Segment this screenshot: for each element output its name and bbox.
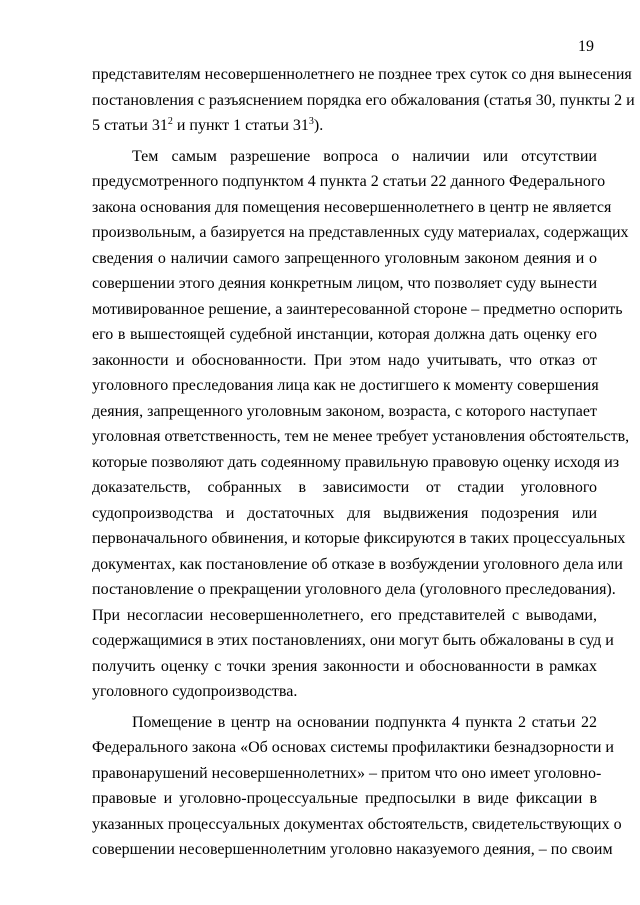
text-line: указанных процессуальных документах обстоятельств, свидетельствующих о — [92, 815, 622, 833]
text-line: Тем самым разрешение вопроса о наличии или отсутствии — [132, 147, 597, 165]
text-line: мотивированное решение, а заинтересованной стороне – предметно оспорить — [92, 300, 623, 318]
text-line: постановления с разъяснением порядка его обжалования (статья 30, пункты 2 и — [92, 91, 635, 109]
paragraph-carry-over — [92, 62, 635, 139]
text-line: представителям несовершеннолетнего не позднее трех суток со дня вынесения — [92, 66, 632, 83]
text-line: содержащимися в этих постановлениях, они могут быть обжалованы в суд и — [92, 632, 614, 649]
superscript: 3 — [308, 116, 314, 127]
paragraph-3 — [92, 710, 622, 863]
text-run: и пункт 1 статьи 31 — [172, 117, 309, 134]
text-line: законности и обоснованности. При этом надо учитывать, что отказ от — [92, 351, 597, 369]
text-line: предусмотренного подпунктом 4 пункта 2 статьи 22 данного Федерального — [92, 173, 606, 190]
text-line: уголовного судопроизводства. — [92, 683, 298, 700]
text-line: судопроизводства и достаточных для выдвижения подозрения или — [92, 504, 597, 522]
text-line: доказательств, собранных в зависимости от стадии уголовного — [92, 479, 597, 496]
document-text — [92, 62, 635, 863]
text-line: Федерального закона «Об основах системы профилактики безнадзорности и — [92, 739, 614, 756]
text-line: сведения о наличии самого запрещенного уголовным законом деяния и о — [92, 249, 597, 267]
text-line: документах, как постановление об отказе в возбуждении уголовного дела или — [92, 555, 623, 573]
text-run: ). — [313, 117, 324, 134]
paragraph-2 — [92, 144, 630, 705]
text-line: которые позволяют дать содеянному правильную правовую оценку исходя из — [92, 453, 620, 471]
text-line: произвольным, а базируется на представленных суду материалах, содержащих — [92, 224, 629, 241]
page-number: 19 — [578, 38, 594, 55]
text-line: правонарушений несовершеннолетних» – притом что оно имеет уголовно- — [92, 764, 602, 782]
superscript: 2 — [167, 116, 173, 127]
text-line: постановление о прекращении уголовного дела (уголовного преследования). — [92, 581, 616, 598]
text-line: уголовного преследования лица как не достигшего к моменту совершения — [92, 377, 599, 394]
text-line: При несогласии несовершеннолетнего, его представителей с выводами, — [92, 606, 597, 624]
text-line: совершении этого деяния конкретным лицом, что позволяет суду вынести — [92, 275, 597, 292]
text-line: уголовная ответственность, тем не менее требует установления обстоятельств, — [92, 428, 630, 445]
text-line: получить оценку с точки зрения законности и обоснованности в рамках — [92, 657, 597, 675]
text-line: закона основания для помещения несовершеннолетнего в центр не является — [92, 198, 612, 216]
text-line: деяния, запрещенного уголовным законом, возраста, с которого наступает — [92, 402, 597, 420]
text-line-with-superscripts — [92, 113, 597, 139]
text-line: первоначального обвинения, и которые фиксируются в таких процессуальных — [92, 530, 626, 547]
text-line: Помещение в центр на основании подпункта 4 пункта 2 статьи 22 — [132, 713, 597, 731]
text-run: 5 статьи 31 — [92, 117, 168, 134]
text-line: совершении несовершеннолетним уголовно наказуемого деяния, – по своим — [92, 841, 613, 858]
text-line: правовые и уголовно-процессуальные предпосылки в виде фиксации в — [92, 790, 597, 807]
text-line: его в вышестоящей судебной инстанции, которая должна дать оценку его — [92, 326, 597, 343]
